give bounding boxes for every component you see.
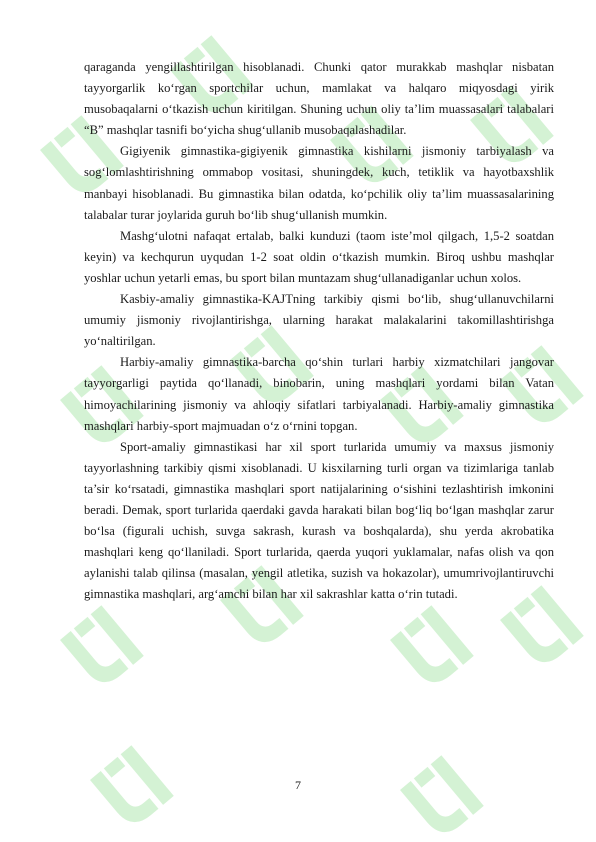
page-number: 7 xyxy=(295,778,301,792)
paragraph-military-applied: Harbiy-amaliy gimnastika-barcha qo‘shin turlari harbiy xizmatchilari jangovar tayyorgarligi paytida qo‘llanadi, binobarin, uning mashqlari yordami bilan Vatan himoyachilarining jismoniy va ahloqiy sifatlari tarbiyalanadi. Harbiy-amaliy gimnastika mashqlari harbiy-sport majmuadan o‘z o‘rnini topgan. xyxy=(84,355,554,433)
body-text xyxy=(84,57,554,605)
paragraph-continuation: qaraganda yengillashtirilgan hisoblanadi. Chunki qator murakkab mashqlar nisbatan tayyorgarlik ko‘rgan sportchilar uchun, mamlakat va halqaro miqyosdagi yirik musobaqalarni o‘tkazish uchun kiritilgan. Shuning uchun oliy ta’lim muassasalari talabalari “B” mashqlar tasnifi bo‘yicha shug‘ullanib musobaqalashadilar. xyxy=(84,60,554,138)
paragraph-training-schedule: Mashg‘ulotni nafaqat ertalab, balki kunduzi (taom iste’mol qilgach, 1,5-2 soatdan keyin) va kechqurun uyqudan 1-2 soat oldin o‘tkazish mumkin. Biroq ushbu mashqlar yoshlar uchun yetarli emas, bu sport bilan muntazam shug‘ullanadiganlar uchun xolos. xyxy=(84,228,554,285)
paragraph-hygienic-gymnastics: Gigiyenik gimnastika-gigiyenik gimnastika kishilarni jismoniy tarbiyalash va sog‘lomlashtirishning ommabop vositasi, shuningdek, kuch, tetiklik va hayotbaxshlik manbayi hisoblanadi. Bu gimnastika bilan odatda, ko‘pchilik oliy ta’lim muassasalarining talabalar turar joylarida guruh bo‘lib shug‘ullanish mumkin. xyxy=(84,144,554,222)
paragraph-professional-applied: Kasbiy-amaliy gimnastika-KAJTning tarkibiy qismi bo‘lib, shug‘ullanuvchilarni umumiy jismoniy rivojlantirishga, ularning harakat malakalarini takomillashtirishga yo‘naltirilgan. xyxy=(84,292,554,349)
paragraph-sport-applied: Sport-amaliy gimnastikasi har xil sport turlarida umumiy va maxsus jismoniy tayyorlashning tarkibiy qismi xisoblanadi. U kisxilarning turli organ va tizimlariga tanlab ta’sir ko‘rsatadi, gimnastika mashqlari sport natijalarining o‘sishini tezlashtirish imkonini beradi. Demak, sport turlarida qaerdaki gavda harakati bilan bog‘liq bo‘lgan mashqlar zarur bo‘lsa (figurali uchish, suvga sakrash, kurash va boshqalarda), shu yerda akrobatika mashqlari keng qo‘llaniladi. Sport turlarida, qaerda yuqori yuklamalar, nafas olish va qon aylanishi talab qilinsa (masalan, yengil atletika, suzish va hokazolar), umumrivojlantiruvchi gimnastika mashqlari, arg‘amchi bilan har xil sakrashlar katta o‘rin tutadi. xyxy=(84,439,554,602)
